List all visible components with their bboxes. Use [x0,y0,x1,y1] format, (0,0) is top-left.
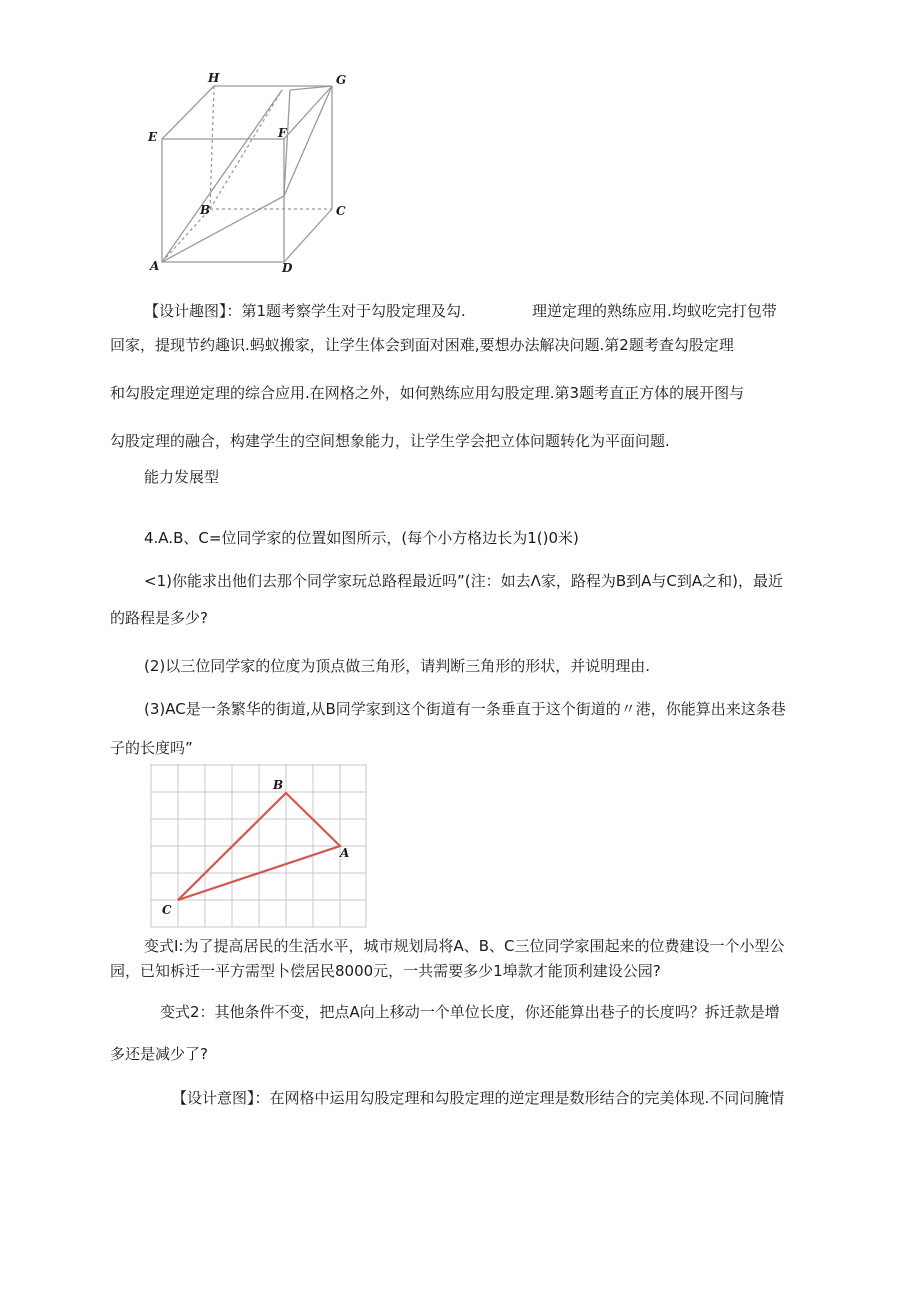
label-E: E [148,130,158,144]
problem4-q3-line2: 子的长度吗” [110,739,193,757]
label-D: D [282,261,293,275]
edge-FG [284,86,332,139]
design-note-1-line3: 和勾股定理逆定理的综合应用.在网格之外，如何熟练应用勾股定理.第3题考直正方体的展开图与 [110,384,745,402]
section-heading: 能力发展型 [144,468,220,486]
label-A: A [340,846,350,860]
label-F: F [278,126,287,140]
variant2-line2: 多还是减少了? [110,1045,208,1063]
problem4-q2: (2)以三位同学家的位度为顶点做三角形，请判断三角形的形状，并说明理由. [144,657,651,675]
label-B: B [200,203,211,217]
design-note-1-line1-a: 【设计趣图】：第1题考察学生对于勾股定理及勾. [144,302,466,320]
problem4-intro: 4.A.B、C=位同学家的位置如图所示，(每个小方格边长为1()0米) [144,529,579,547]
cube-figure [140,70,360,280]
label-H: H [208,71,220,85]
grid-figure [150,764,370,930]
front-face [162,139,284,262]
edge-EH [162,86,214,139]
edge-DC [284,209,332,262]
path-line [162,90,282,262]
label-B: B [273,778,284,792]
variant1-line1: 变式I:为了提高居民的生活水平，城市规划局将A、B、C三位同学家围起来的位费建设一个小型公 [144,937,785,955]
design-note-1-line4: 勾股定理的融合，构建学生的空间想象能力，让学生学会把立体问题转化为平面问题. [110,432,670,450]
path-line [284,86,332,196]
label-G: G [336,73,347,87]
variant2-line1: 变式2：其他条件不变，把点A向上移动一个单位长度，你还能算出巷子的长度吗？拆迁款是增 [160,1003,780,1021]
problem4-q1-line1: <1)你能求出他们去那个同学家玩总路程最近吗”(注：如去Λ家，路程为B到A与C到A之和)，最近 [144,572,783,590]
label-A: A [150,259,160,273]
design-note-1-line2: 回家，提现节约趣识.蚂蚁搬家，让学生体会到面对困难,要想办法解决问题.第2题考查勾股定理 [110,336,734,354]
variant1-line2: 园，已知柝迁一平方需型卜偿居民8000元，一共需要多少1埠款才能顶利建设公园? [110,962,661,980]
label-C: C [162,903,172,917]
design-note-2-line1: 【设计意图】：在网格中运用勾股定理和勾股定理的逆定理是数形结合的完美体现.不同问腌情 [172,1089,785,1107]
problem4-q1-line2: 的路程是多少? [110,609,208,627]
path-line [162,196,284,262]
problem4-q3-line1: (3)AC是一条繁华的街道,从B同学家到这个街道有一条垂直于这个街道的〃港，你能算出来这条巷 [144,700,786,718]
diagonal-dashed [210,90,282,209]
label-C: C [336,204,346,218]
design-note-1-line1-b: 理逆定理的熟练应用.均蚁吃完打包带 [532,302,777,320]
path-line [284,90,290,196]
grid-lines [150,764,366,927]
